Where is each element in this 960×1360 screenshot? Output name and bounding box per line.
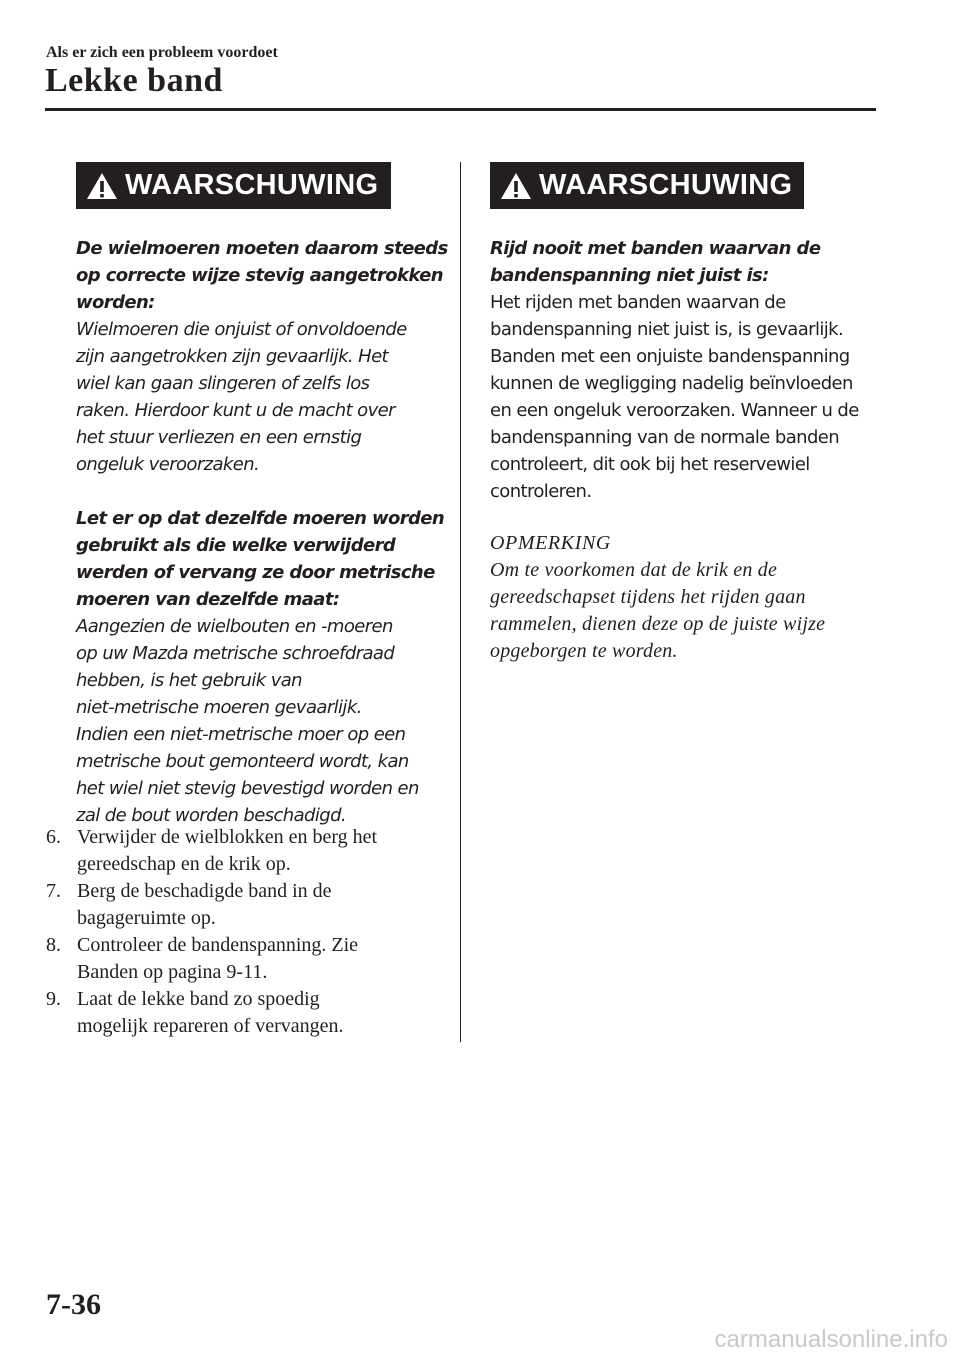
step-line: bagageruimte op. [77,907,216,929]
warning-body-line: controleren. [490,481,592,502]
warning-heading: moeren van dezelfde maat: [76,589,340,610]
step-line: Berg de beschadigde band in de [77,880,332,902]
list-item [46,878,456,932]
column-divider [460,162,461,1042]
step-number: 8. [46,934,61,956]
warning-triangle-icon [499,171,533,201]
step-number: 7. [46,880,61,902]
step-line: gereedschap en de krik op. [77,853,291,875]
warning-label: WAARSCHUWING [539,169,793,201]
note-heading: OPMERKING [490,532,611,554]
step-line: Controleer de bandenspanning. Zie [77,934,359,956]
warning-body-line: hebben, is het gebruik van [76,670,302,691]
step-number: 9. [46,988,61,1010]
note-line: Om te voorkomen dat de krik en de [490,559,778,581]
warning-body-line: het stuur verliezen en een ernstig [76,427,362,448]
warning-body-line: op uw Mazda metrische schroefdraad [76,643,395,664]
warning-heading: op correcte wijze stevig aangetrokken [76,265,443,286]
warning-body-line: Het rijden met banden waarvan de [490,292,786,313]
warning-triangle-icon [85,171,119,201]
list-item [46,986,456,1040]
warning-body-line: het wiel niet stevig bevestigd worden en [76,778,419,799]
step-line: mogelijk repareren of vervangen. [77,1015,344,1037]
step-line: Laat de lekke band zo spoedig [77,988,320,1010]
warning-heading: worden: [76,292,155,313]
warning-body-line: wiel kan gaan slingeren of zelfs los [76,373,370,394]
warning-body-line: bandenspanning niet juist is, is gevaarlijk. [490,319,844,340]
warning-body-line: raken. Hierdoor kunt u de macht over [76,400,395,421]
warning-body-line: kunnen de wegligging nadelig beïnvloeden [490,373,853,394]
warning-heading: gebruikt als die welke verwijderd [76,535,396,556]
warning-body-line: Wielmoeren die onjuist of onvoldoende [76,319,407,340]
warning-badge-left [76,162,391,209]
warning-heading: De wielmoeren moeten daarom steeds [76,238,448,259]
warning-body-line: zal de bout worden beschadigd. [76,805,347,826]
warning-text-left [76,235,456,829]
warning-body-line: niet-metrische moeren gevaarlijk. [76,697,362,718]
warning-heading: werden of vervang ze door metrische [76,562,435,583]
warning-heading: bandenspanning niet juist is: [490,265,769,286]
warning-text-right [490,235,880,505]
step-line: Verwijder de wielblokken en berg het [77,826,378,848]
warning-label: WAARSCHUWING [125,169,379,201]
warning-body-line: metrische bout gemonteerd wordt, kan [76,751,409,772]
section-kicker: Als er zich een probleem voordoet [46,44,278,61]
warning-body-line: zijn aangetrokken zijn gevaarlijk. Het [76,346,389,367]
warning-body-line: bandenspanning van de normale banden [490,427,840,448]
warning-body-line: controleert, dit ook bij het reservewiel [490,454,810,475]
list-item [46,932,456,986]
note-line: opgeborgen te worden. [490,640,678,662]
warning-body-line: ongeluk veroorzaken. [76,454,260,475]
warning-body-line: en een ongeluk veroorzaken. Wanneer u de [490,400,859,421]
page-number: 7-36 [46,1288,101,1321]
page-title: Lekke band [45,62,223,99]
warning-badge-right [490,162,804,209]
note-line: gereedschapset tijdens het rijden gaan [490,586,806,608]
note-block [490,530,870,665]
warning-heading: Rijd nooit met banden waarvan de [490,238,821,259]
note-line: rammelen, dienen deze op de juiste wijze [490,613,826,635]
steps-list [46,824,456,1040]
warning-heading: Let er op dat dezelfde moeren worden [76,508,445,529]
list-item [46,824,456,878]
watermark: carmanualsonline.info [714,1326,948,1353]
warning-body-line: Aangezien de wielbouten en -moeren [76,616,393,637]
step-line: Banden op pagina 9-11. [77,961,268,983]
step-number: 6. [46,826,61,848]
header-rule [45,108,876,111]
warning-body-line: Indien een niet-metrische moer op een [76,724,406,745]
warning-body-line: Banden met een onjuiste bandenspanning [490,346,850,367]
